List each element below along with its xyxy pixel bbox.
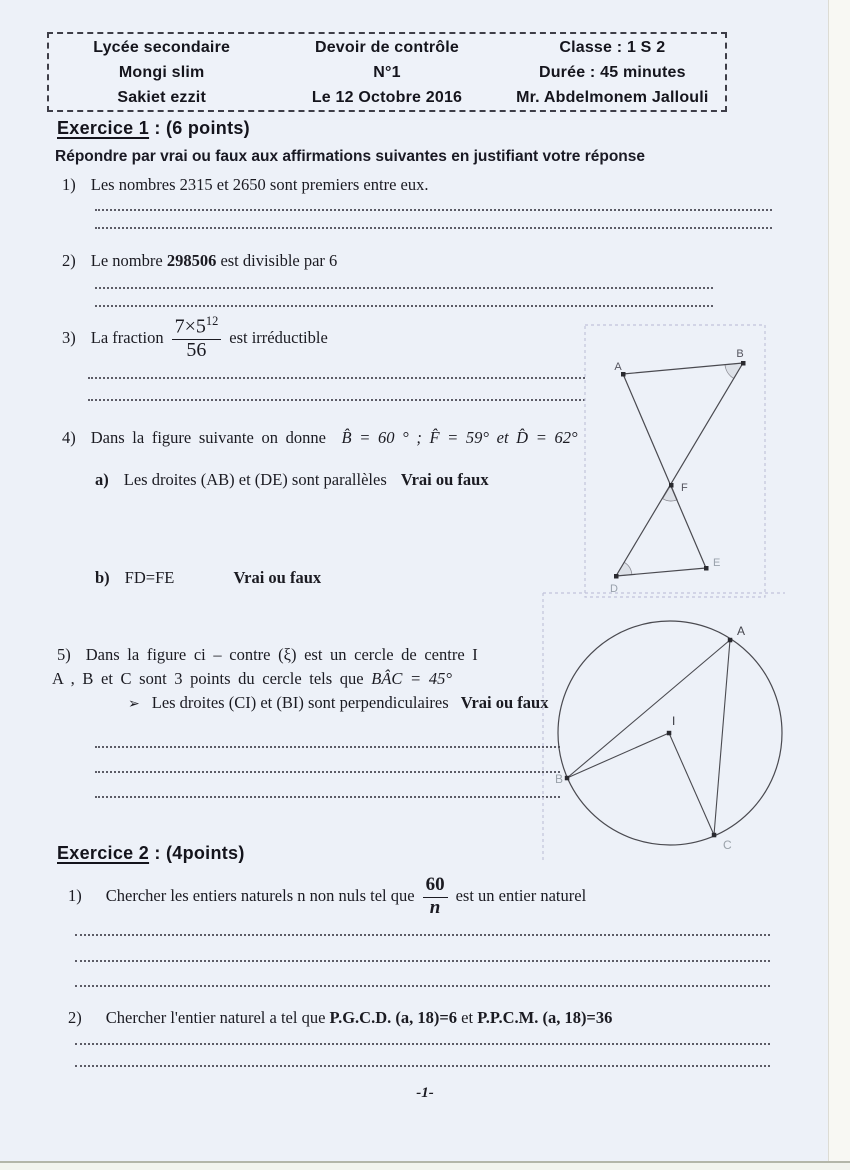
question-4b-label: b) bbox=[95, 568, 110, 587]
point-A bbox=[621, 372, 626, 377]
scan-edge-bottom bbox=[0, 1163, 850, 1170]
answer-line bbox=[95, 209, 772, 211]
question-4-math: B̂ = 60 ° ; F̂ = 59° et D̂ = 62° bbox=[341, 428, 578, 447]
label-B: B bbox=[554, 772, 563, 786]
point-B bbox=[565, 776, 570, 781]
segment-BI bbox=[567, 733, 669, 778]
answer-line bbox=[88, 399, 585, 401]
exam-title: Devoir de contrôle bbox=[314, 38, 460, 56]
question-3-label: 3) bbox=[62, 328, 76, 347]
exercise1-points: : (6 points) bbox=[149, 118, 250, 138]
line-BD bbox=[616, 363, 743, 576]
point-F bbox=[669, 483, 674, 488]
figure-circle bbox=[535, 583, 850, 870]
label-A: A bbox=[614, 361, 622, 373]
exercise2-question-2 bbox=[68, 1008, 612, 1028]
e2-question-1-fraction bbox=[423, 875, 448, 918]
question-3-post: est irréductible bbox=[229, 328, 328, 347]
point-B bbox=[741, 361, 746, 366]
angle-mark-D bbox=[616, 562, 632, 576]
exercise1-title-text: Exercice 1 bbox=[57, 118, 150, 138]
header-box bbox=[47, 32, 727, 112]
answer-line bbox=[75, 985, 770, 987]
fraction-denominator: n bbox=[429, 896, 441, 918]
point-A bbox=[728, 638, 733, 643]
label-E: E bbox=[713, 557, 721, 569]
question-5-answer: Vrai ou faux bbox=[460, 693, 549, 712]
question-3 bbox=[62, 312, 328, 364]
question-2-text: Le nombre 298506 est divisible par 6 bbox=[90, 251, 338, 270]
question-5-math: BÂC = 45° bbox=[371, 669, 452, 688]
answer-line bbox=[95, 746, 560, 748]
answer-line bbox=[75, 960, 770, 962]
line-AE bbox=[623, 374, 706, 568]
fraction-denominator: 56 bbox=[186, 339, 207, 362]
exam-date: Le 12 Octobre 2016 bbox=[311, 88, 463, 106]
label-D: D bbox=[610, 583, 618, 595]
exercise2-title bbox=[57, 843, 245, 864]
question-4b-answer: Vrai ou faux bbox=[233, 568, 322, 587]
exercise1-instruction: Répondre par vrai ou faux aux affirmations suivantes en justifiant votre réponse bbox=[55, 148, 646, 165]
header-school bbox=[49, 35, 274, 110]
exercise1-title bbox=[57, 118, 250, 139]
answer-line bbox=[95, 287, 713, 289]
question-5-line2 bbox=[52, 669, 452, 689]
label-B: B bbox=[736, 348, 744, 360]
question-4-text: Dans la figure suivante on donne bbox=[90, 428, 326, 447]
chord-AC bbox=[714, 640, 730, 835]
ppcm-condition: P.P.C.M. (a, 18)=36 bbox=[477, 1008, 613, 1027]
exercise2-title-text: Exercice 2 bbox=[57, 843, 150, 863]
answer-line bbox=[88, 377, 585, 379]
school-line: Mongi slim bbox=[118, 63, 205, 81]
e2-question-1-pre: Chercher les entiers naturels n non nuls tel que bbox=[105, 886, 415, 905]
answer-line bbox=[75, 934, 770, 936]
question-4-label: 4) bbox=[62, 428, 76, 447]
question-5-line1 bbox=[57, 645, 478, 665]
question-1-text: Les nombres 2315 et 2650 sont premiers entre eux. bbox=[90, 175, 429, 194]
teacher-line: Mr. Abdelmonem Jallouli bbox=[516, 88, 709, 106]
question-3-pre: La fraction bbox=[90, 328, 164, 347]
e2-question-2-label: 2) bbox=[68, 1008, 82, 1027]
question-2-bold-number: 298506 bbox=[166, 251, 217, 270]
fraction-numerator: $7\times 5^{12}$ bbox=[172, 315, 222, 341]
question-3-fraction bbox=[172, 315, 222, 362]
question-5-text3: Les droites (CI) et (BI) sont perpendiculaires bbox=[151, 693, 449, 712]
answer-line bbox=[75, 1065, 770, 1067]
school-line: Lycée secondaire bbox=[93, 38, 231, 56]
point-E bbox=[704, 566, 709, 571]
chord-AB bbox=[567, 640, 730, 778]
header-exam bbox=[274, 35, 499, 110]
question-1 bbox=[62, 175, 428, 195]
pgcd-condition: P.G.C.D. (a, 18)=6 bbox=[329, 1008, 458, 1027]
question-4 bbox=[62, 428, 578, 448]
point-I bbox=[667, 731, 672, 736]
school-line: Sakiet ezzit bbox=[117, 88, 206, 106]
e2-question-1-label: 1) bbox=[68, 886, 82, 905]
point-D bbox=[614, 574, 619, 579]
question-4a-answer: Vrai ou faux bbox=[400, 470, 489, 489]
question-2 bbox=[62, 251, 337, 271]
header-class bbox=[500, 35, 725, 110]
figure-triangles bbox=[580, 320, 780, 605]
question-4a-label: a) bbox=[95, 470, 109, 489]
label-F: F bbox=[681, 482, 688, 494]
segment-IC bbox=[669, 733, 714, 835]
label-C: C bbox=[723, 838, 732, 852]
angle-mark-B bbox=[725, 363, 743, 379]
e2-question-1-post: est un entier naturel bbox=[455, 886, 587, 905]
question-5-label: 5) bbox=[57, 645, 71, 664]
answer-line bbox=[75, 1043, 770, 1045]
answer-line bbox=[95, 227, 772, 229]
label-I: I bbox=[672, 714, 676, 728]
question-4b-text: FD=FE bbox=[124, 568, 175, 587]
question-4a-text: Les droites (AB) et (DE) sont parallèles bbox=[123, 470, 387, 489]
question-4b bbox=[95, 568, 321, 588]
page-number: -1- bbox=[416, 1085, 434, 1101]
answer-line bbox=[95, 796, 560, 798]
arrow-bullet-icon: ➢ bbox=[128, 697, 140, 712]
question-5-line3 bbox=[128, 693, 548, 713]
class-line: Classe : 1 S 2 bbox=[559, 38, 666, 56]
fraction-numerator: 60 bbox=[423, 875, 448, 898]
exam-number: N°1 bbox=[373, 63, 401, 81]
question-5-text1: Dans la figure ci – contre (ξ) est un cercle de centre I bbox=[85, 645, 478, 664]
point-C bbox=[712, 833, 717, 838]
duration-line: Durée : 45 minutes bbox=[538, 63, 686, 81]
answer-line bbox=[95, 305, 713, 307]
e2-question-2-text: Chercher l'entier naturel a tel que P.G.C.D. (a, 18)=6 et P.P.C.M. (a, 18)=36 bbox=[105, 1008, 613, 1027]
question-2-label: 2) bbox=[62, 251, 76, 270]
question-5-text2: A , B et C sont 3 points du cercle tels que bbox=[52, 669, 372, 688]
question-1-label: 1) bbox=[62, 175, 76, 194]
label-A: A bbox=[737, 624, 746, 638]
question-4a bbox=[95, 470, 489, 490]
scan-edge-right bbox=[828, 0, 850, 1170]
segment-AB bbox=[623, 363, 743, 374]
answer-line bbox=[95, 771, 560, 773]
exercise2-question-1 bbox=[68, 870, 586, 922]
exercise2-points: : (4points) bbox=[149, 843, 245, 863]
